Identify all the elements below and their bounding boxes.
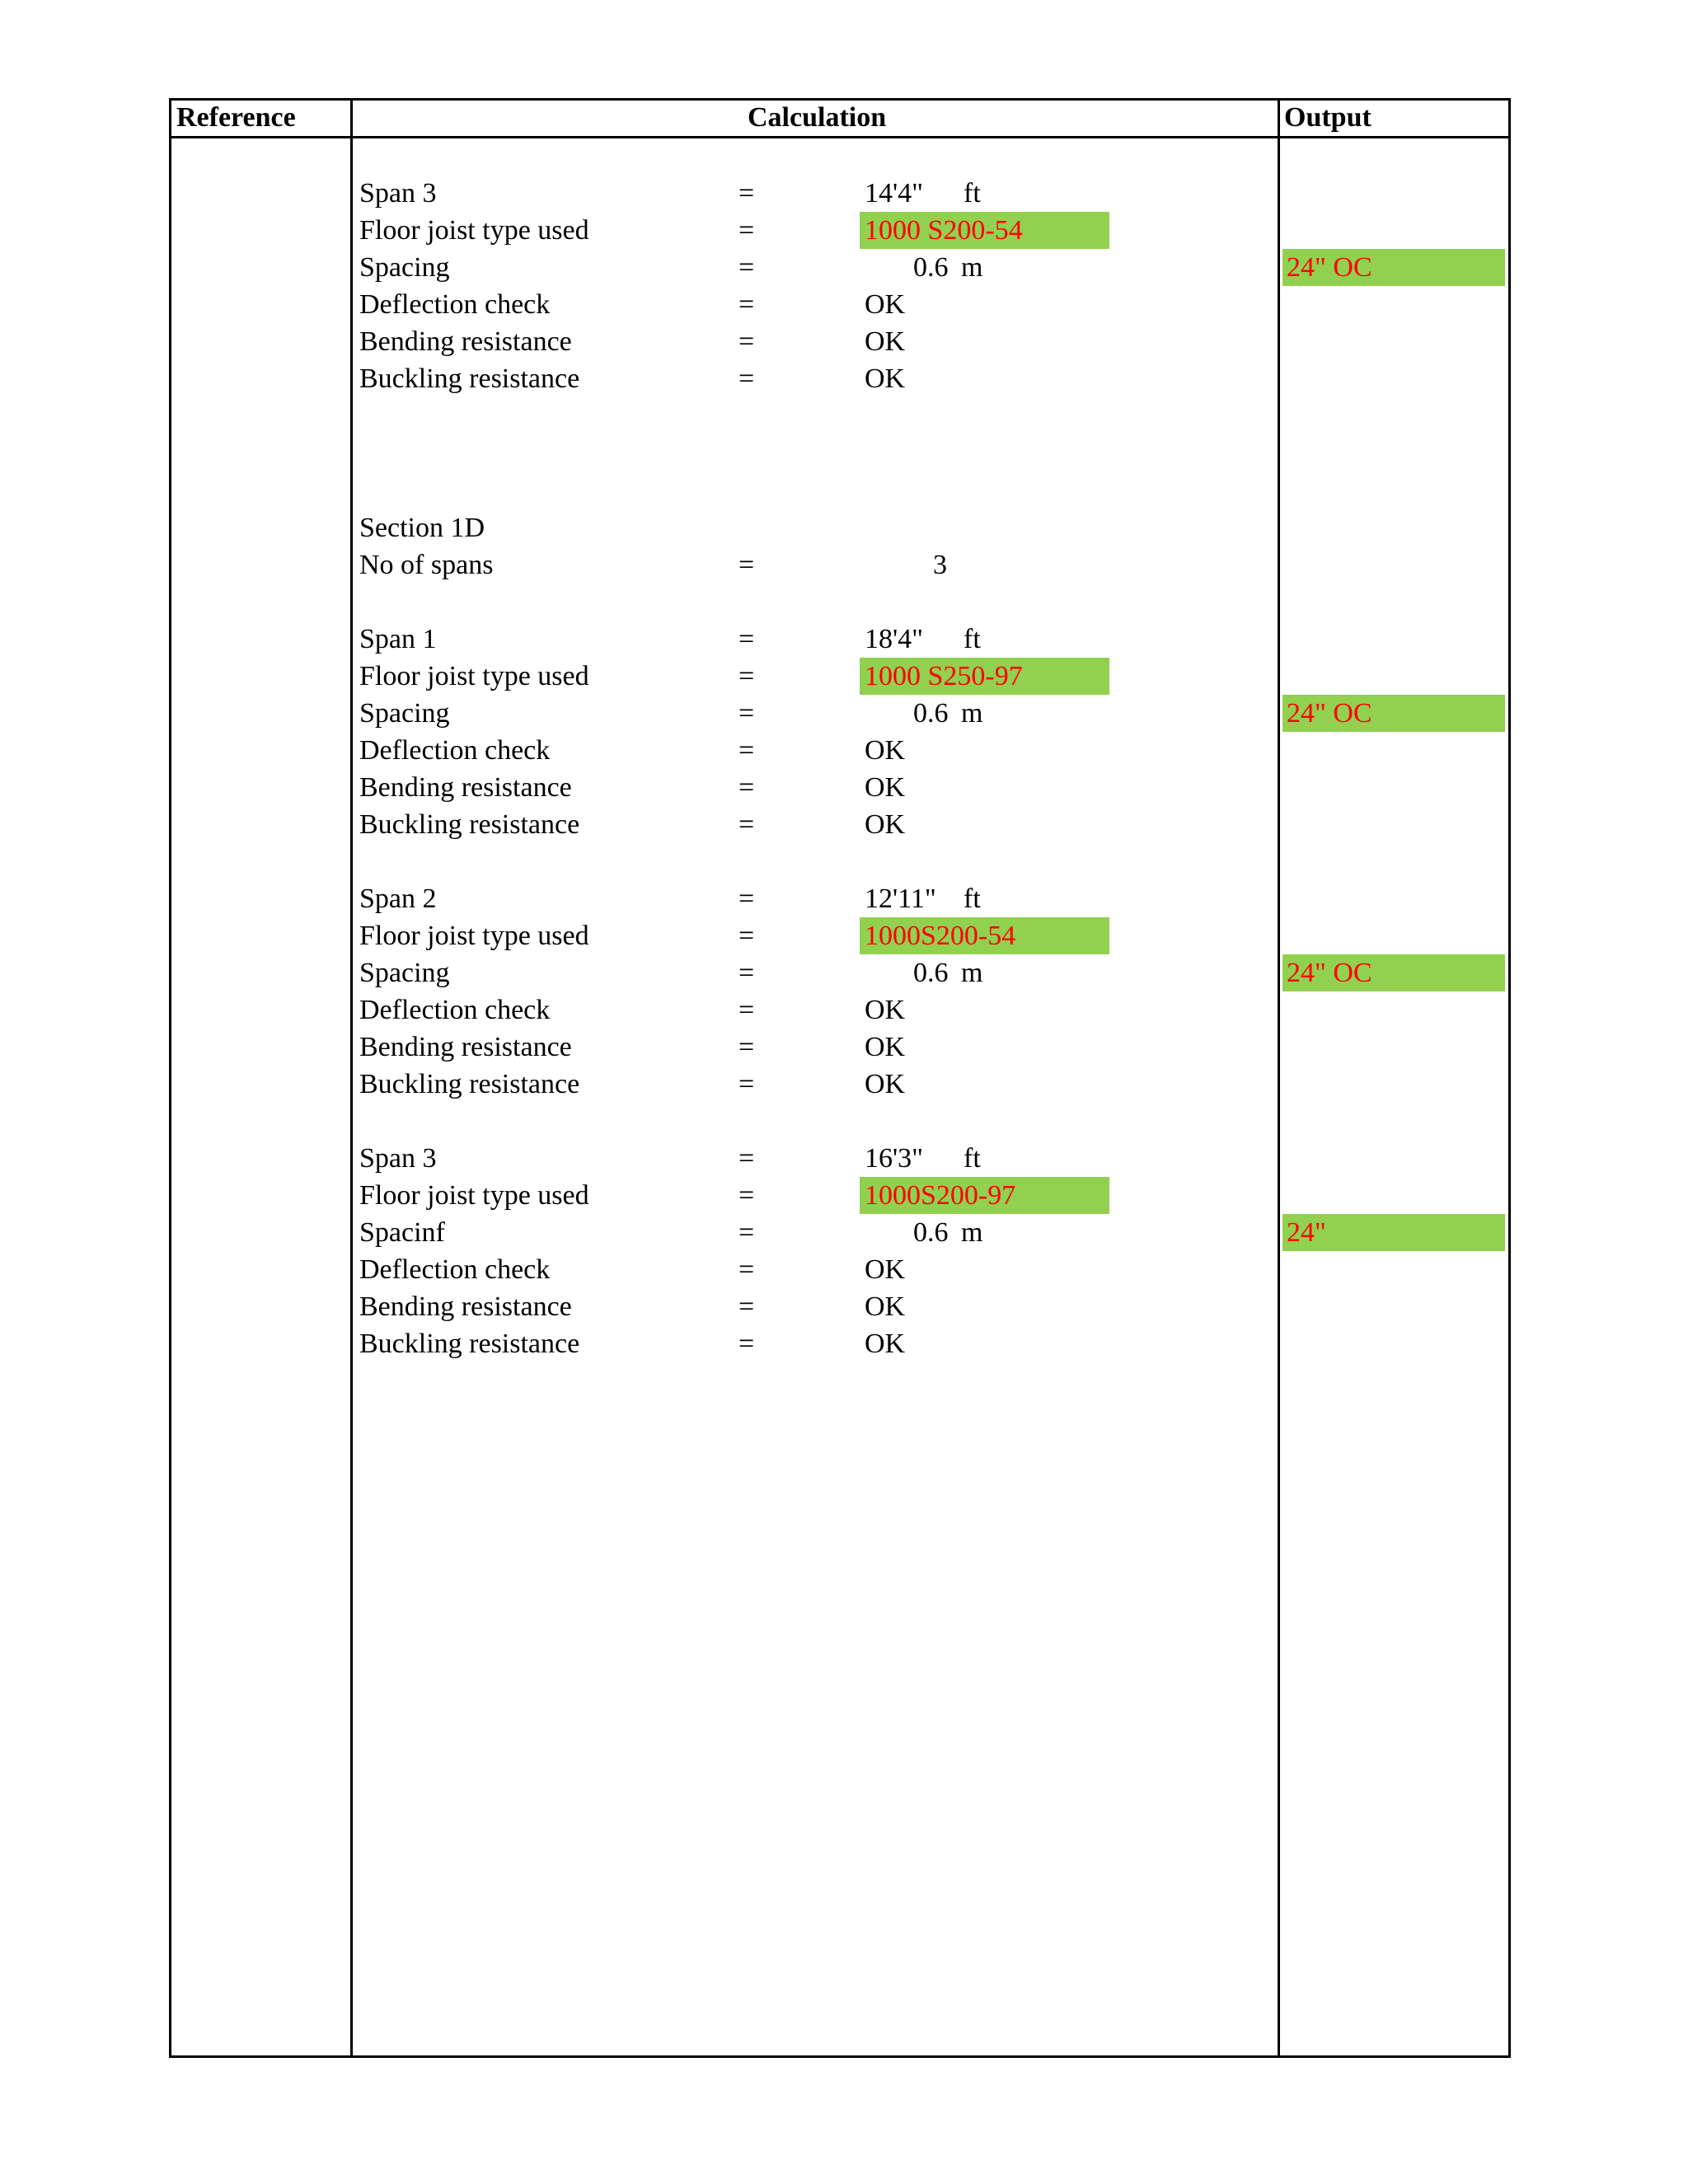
buckling-value: OK xyxy=(865,363,906,394)
span-unit: ft xyxy=(964,883,981,914)
output-value: 24" xyxy=(1282,1214,1505,1251)
bending-label: Bending resistance xyxy=(359,1032,572,1062)
buckling-label: Buckling resistance xyxy=(359,1069,580,1099)
header-calculation: Calculation xyxy=(748,102,887,133)
equals-sign: = xyxy=(738,698,755,729)
bending-value: OK xyxy=(865,1032,906,1062)
equals-sign: = xyxy=(738,809,755,840)
equals-sign: = xyxy=(738,1217,755,1248)
joist-label: Floor joist type used xyxy=(359,215,589,246)
spacing-value: 0.6 xyxy=(913,252,949,283)
deflection-label: Deflection check xyxy=(359,995,551,1025)
spacing-unit: m xyxy=(961,252,983,283)
span-label: Span 3 xyxy=(359,1143,437,1174)
joist-label: Floor joist type used xyxy=(359,921,589,951)
spacing-label: Spacing xyxy=(359,698,450,729)
spacing-unit: m xyxy=(961,698,983,729)
joist-type-value: 1000S200-54 xyxy=(860,917,1109,954)
equals-sign: = xyxy=(738,661,755,691)
column-divider-output xyxy=(1278,99,1280,2055)
bending-value: OK xyxy=(865,326,906,357)
joist-type-value: 1000 S200-54 xyxy=(860,212,1109,249)
header-reference: Reference xyxy=(176,102,296,133)
bending-label: Bending resistance xyxy=(359,772,572,803)
equals-sign: = xyxy=(738,1180,755,1211)
equals-sign: = xyxy=(738,624,755,654)
deflection-value: OK xyxy=(865,995,906,1025)
deflection-label: Deflection check xyxy=(359,1254,551,1285)
joist-label: Floor joist type used xyxy=(359,1180,589,1211)
equals-sign: = xyxy=(738,1254,755,1285)
deflection-value: OK xyxy=(865,1254,906,1285)
section-title: Section 1D xyxy=(359,513,485,543)
header-output: Output xyxy=(1284,102,1372,133)
span-label: Span 3 xyxy=(359,178,437,209)
span-value: 18'4" xyxy=(865,624,924,654)
deflection-label: Deflection check xyxy=(359,289,551,320)
span-value: 16'3" xyxy=(865,1143,924,1174)
spacing-unit: m xyxy=(961,1217,983,1248)
spacing-unit: m xyxy=(961,958,983,988)
span-label: Span 1 xyxy=(359,624,437,654)
equals-sign: = xyxy=(738,550,755,580)
column-divider-reference xyxy=(350,99,353,2055)
buckling-value: OK xyxy=(865,1329,906,1359)
spacing-label: Spacinf xyxy=(359,1217,445,1248)
output-value: 24" OC xyxy=(1282,695,1505,732)
joist-type-value: 1000 S250-97 xyxy=(860,658,1109,695)
span-unit: ft xyxy=(964,1143,981,1174)
equals-sign: = xyxy=(738,1143,755,1174)
equals-sign: = xyxy=(738,1069,755,1099)
equals-sign: = xyxy=(738,252,755,283)
deflection-label: Deflection check xyxy=(359,735,551,766)
bending-value: OK xyxy=(865,772,906,803)
buckling-label: Buckling resistance xyxy=(359,363,580,394)
joist-label: Floor joist type used xyxy=(359,661,589,691)
output-value: 24" OC xyxy=(1282,954,1505,991)
equals-sign: = xyxy=(738,772,755,803)
span-unit: ft xyxy=(964,178,981,209)
equals-sign: = xyxy=(738,1329,755,1359)
span-label: Span 2 xyxy=(359,883,437,914)
equals-sign: = xyxy=(738,735,755,766)
equals-sign: = xyxy=(738,363,755,394)
spacing-value: 0.6 xyxy=(913,698,949,729)
deflection-value: OK xyxy=(865,289,906,320)
bending-value: OK xyxy=(865,1291,906,1322)
bending-label: Bending resistance xyxy=(359,1291,572,1322)
spans-count-label: No of spans xyxy=(359,550,494,580)
spans-count-value: 3 xyxy=(933,550,947,580)
equals-sign: = xyxy=(738,921,755,951)
equals-sign: = xyxy=(738,1291,755,1322)
buckling-label: Buckling resistance xyxy=(359,1329,580,1359)
span-value: 12'11" xyxy=(865,883,936,914)
span-value: 14'4" xyxy=(865,178,924,209)
deflection-value: OK xyxy=(865,735,906,766)
spacing-label: Spacing xyxy=(359,252,450,283)
spacing-label: Spacing xyxy=(359,958,450,988)
buckling-value: OK xyxy=(865,809,906,840)
buckling-label: Buckling resistance xyxy=(359,809,580,840)
header-divider xyxy=(171,136,1509,138)
equals-sign: = xyxy=(738,178,755,209)
equals-sign: = xyxy=(738,995,755,1025)
spacing-value: 0.6 xyxy=(913,1217,949,1248)
equals-sign: = xyxy=(738,958,755,988)
equals-sign: = xyxy=(738,883,755,914)
equals-sign: = xyxy=(738,289,755,320)
bending-label: Bending resistance xyxy=(359,326,572,357)
output-value: 24" OC xyxy=(1282,249,1505,286)
spacing-value: 0.6 xyxy=(913,958,949,988)
equals-sign: = xyxy=(738,215,755,246)
buckling-value: OK xyxy=(865,1069,906,1099)
equals-sign: = xyxy=(738,1032,755,1062)
joist-type-value: 1000S200-97 xyxy=(860,1177,1109,1214)
equals-sign: = xyxy=(738,326,755,357)
span-unit: ft xyxy=(964,624,981,654)
